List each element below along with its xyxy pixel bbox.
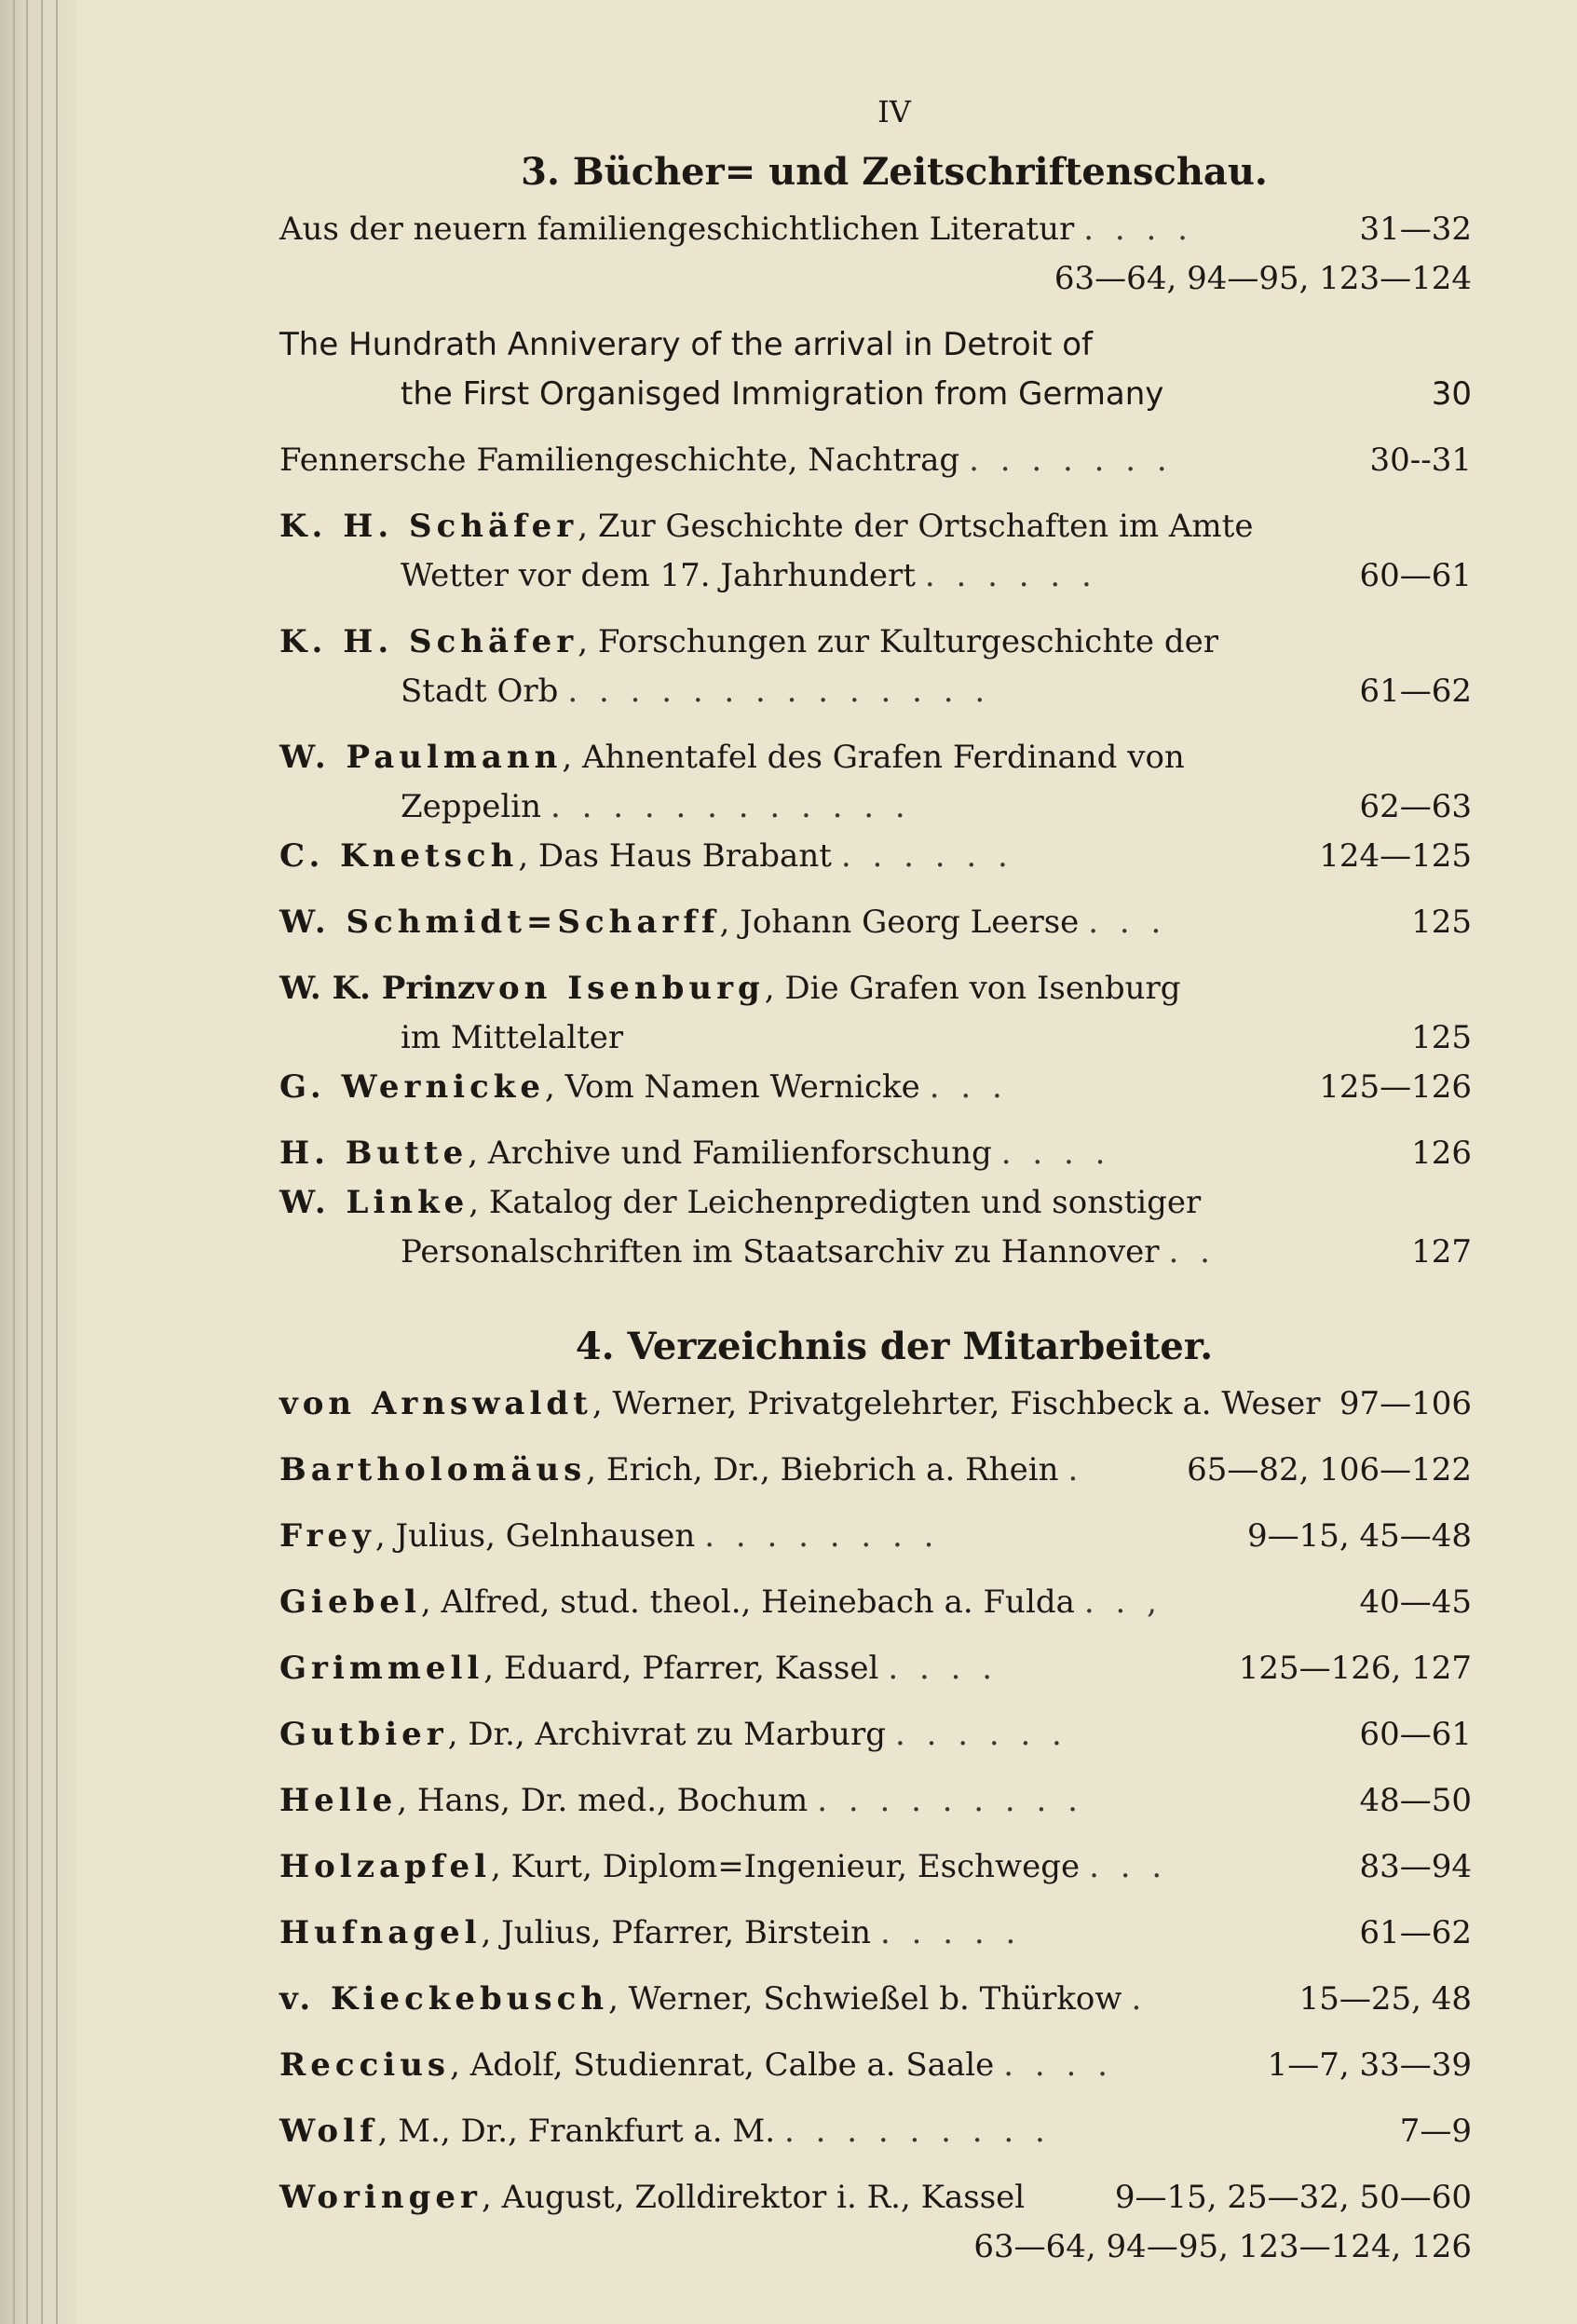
literature-entry: W. Paulmann , Ahnentafel des Grafen Ferdinand von Zeppelin . . . . . . . . . . . . 62—63 — [279, 733, 1472, 832]
contributor-pages: 9—15, 45—48 — [1246, 1517, 1472, 1555]
entry-title: , Das Haus Brabant — [518, 837, 832, 875]
contributor-entry: Reccius , Adolf, Studienrat, Calbe a. Saale . . . . 1—7, 33—39 — [279, 2041, 1472, 2090]
contributor-name: Holzapfel — [279, 1848, 492, 1885]
entry-title: , Forschungen zur Kulturgeschichte der — [578, 623, 1218, 660]
contributor-pages-continued: 63—64, 94—95, 123—124, 126 — [973, 2228, 1472, 2265]
contributor-details: , Adolf, Studienrat, Calbe a. Saale — [450, 2046, 995, 2084]
entry-author: C. Knetsch — [279, 837, 519, 875]
literature-entry: Aus der neuern familiengeschichtlichen Literatur . . . . 31—32 63—64, 94—95, 123—124 — [279, 205, 1472, 304]
contributor-details: , M., Dr., Frankfurt a. M. — [377, 2113, 776, 2150]
contributor-details: , August, Zolldirektor i. R., Kassel — [481, 2179, 1026, 2216]
entry-title-continued: Wetter vor dem 17. Jahrhundert — [401, 557, 916, 594]
entry-title: , Vom Namen Wernicke — [544, 1068, 920, 1106]
contributor-pages: 9—15, 25—32, 50—60 — [1114, 2179, 1472, 2216]
contributor-details: , Julius, Gelnhausen — [374, 1517, 696, 1555]
entry-author: W. Paulmann — [279, 739, 563, 776]
entry-pages: 125 — [1411, 1019, 1472, 1056]
contributor-details: , Werner, Privatgelehrter, Fischbeck a. Weser — [591, 1385, 1321, 1422]
entry-author: K. H. Schäfer — [279, 623, 578, 660]
entry-pages: 60—61 — [1359, 557, 1472, 594]
entry-title-continued: Personalschriften im Staatsarchiv zu Hannover — [401, 1233, 1160, 1271]
entry-pages-continued: 63—64, 94—95, 123—124 — [1054, 260, 1472, 297]
contributor-name: von Arnswaldt — [279, 1385, 592, 1422]
contributor-name: Bartholomäus — [279, 1451, 587, 1488]
literature-entry: Fennersche Familiengeschichte, Nachtrag . . . . . . . 30--31 — [279, 436, 1472, 485]
contributor-entry: Helle , Hans, Dr. med., Bochum . . . . . . . . . 48—50 — [279, 1776, 1472, 1826]
contributor-pages: 61—62 — [1359, 1914, 1472, 1951]
entry-author: von Isenburg — [475, 970, 765, 1007]
contributor-entry: Hufnagel , Julius, Pfarrer, Birstein . . . . . 61—62 — [279, 1909, 1472, 1958]
book-spine-edge — [0, 0, 76, 2324]
entry-author: K. H. Schäfer — [279, 508, 578, 545]
contributor-details: , Kurt, Diplom=Ingenieur, Eschwege — [491, 1848, 1081, 1885]
entry-pages: 125—126 — [1319, 1068, 1472, 1106]
entry-title: , Katalog der Leichenpredigten und sonstiger — [469, 1184, 1202, 1221]
contributor-details: , Werner, Schwießel b. Thürkow — [608, 1980, 1122, 2018]
contributor-name: Wolf — [279, 2113, 378, 2150]
entry-title-continued: Zeppelin — [401, 788, 542, 825]
contributor-entry: Giebel , Alfred, stud. theol., Heinebach a. Fulda . . , 40—45 — [279, 1578, 1472, 1627]
contributor-entry: Holzapfel , Kurt, Diplom=Ingenieur, Eschwege . . . 83—94 — [279, 1842, 1472, 1892]
contributor-entry: v. Kieckebusch , Werner, Schwießel b. Thürkow . 15—25, 48 — [279, 1975, 1472, 2024]
contributor-pages: 65—82, 106—122 — [1187, 1451, 1472, 1488]
entry-title-continued: the First Organisged Immigration from Germany — [401, 375, 1164, 413]
entry-author-prefix: W. K. Prinz — [279, 970, 476, 1007]
contributor-pages: 7—9 — [1399, 2113, 1472, 2150]
contributor-pages: 83—94 — [1359, 1848, 1472, 1885]
contributor-name: Reccius — [279, 2046, 451, 2084]
entry-pages: 126 — [1411, 1135, 1472, 1172]
entry-author: H. Butte — [279, 1135, 469, 1172]
contributor-entry: Wolf , M., Dr., Frankfurt a. M. . . . . . . . . . 7—9 — [279, 2107, 1472, 2156]
section-4-heading: 4. Verzeichnis der Mitarbeiter. — [575, 1325, 1214, 1368]
contributor-name: v. Kieckebusch — [279, 1980, 609, 2018]
contributor-pages: 40—45 — [1359, 1583, 1472, 1621]
literature-entry: C. Knetsch , Das Haus Brabant . . . . . . 124—125 — [279, 832, 1472, 881]
entry-title: Fennersche Familiengeschichte, Nachtrag — [279, 442, 960, 479]
entry-title: , Zur Geschichte der Ortschaften im Amte — [578, 508, 1254, 545]
contributor-entry — [279, 2173, 1472, 2272]
entry-title-continued: im Mittelalter — [401, 1019, 624, 1056]
entry-pages: 125 — [1411, 904, 1472, 941]
entry-author: W. Linke — [279, 1184, 469, 1221]
contributor-pages: 97—106 — [1339, 1385, 1472, 1422]
entry-pages: 61—62 — [1359, 673, 1472, 710]
entry-title: , Die Grafen von Isenburg — [764, 970, 1181, 1007]
contributor-name: Woringer — [279, 2179, 482, 2216]
contributor-entry — [279, 1379, 1472, 1429]
entry-pages: 124—125 — [1319, 837, 1472, 875]
contributor-name: Gutbier — [279, 1716, 448, 1753]
contributor-details: , Eduard, Pfarrer, Kassel — [483, 1650, 879, 1687]
page-number: IV — [877, 94, 911, 129]
literature-entry: G. Wernicke , Vom Namen Wernicke . . . 125—126 — [279, 1063, 1472, 1112]
entry-pages: 62—63 — [1359, 788, 1472, 825]
contributor-name: Hufnagel — [279, 1914, 482, 1951]
contributor-details: , Erich, Dr., Biebrich a. Rhein — [586, 1451, 1059, 1488]
contributor-name: Grimmell — [279, 1650, 484, 1687]
entry-title: The Hundrath Anniverary of the arrival in Detroit of — [279, 326, 1094, 363]
entry-title: Aus der neuern familiengeschichtlichen Literatur — [279, 211, 1075, 248]
entry-pages: 30--31 — [1369, 442, 1472, 479]
entry-title: , Archive und Familienforschung — [468, 1135, 992, 1172]
literature-entry: K. H. Schäfer , Zur Geschichte der Ortschaften im Amte Wetter vor dem 17. Jahrhundert . . . . . . 60—61 — [279, 502, 1472, 601]
contributor-name: Frey — [279, 1517, 375, 1555]
literature-entry: W. Linke , Katalog der Leichenpredigten und sonstiger Personalschriften im Staatsarchiv zu Hannover . . 127 — [279, 1178, 1472, 1277]
section-3-heading: 3. Bücher= und Zeitschriftenschau. — [521, 150, 1268, 194]
contributor-pages: 1—7, 33—39 — [1267, 2046, 1472, 2084]
contributor-entry: Gutbier , Dr., Archivrat zu Marburg . . . . . . 60—61 — [279, 1710, 1472, 1760]
entry-pages: 31—32 — [1359, 211, 1472, 248]
contributor-name: Giebel — [279, 1583, 421, 1621]
entry-title: , Ahnentafel des Grafen Ferdinand von — [562, 739, 1185, 776]
contributor-details: , Alfred, stud. theol., Heinebach a. Fulda — [420, 1583, 1075, 1621]
contributor-pages: 125—126, 127 — [1238, 1650, 1472, 1687]
contributor-name: Helle — [279, 1782, 398, 1819]
literature-entry: W. Schmidt=Scharff , Johann Georg Leerse . . . 125 — [279, 898, 1472, 947]
entry-pages: 30 — [1431, 375, 1472, 413]
contributor-entry: Grimmell , Eduard, Pfarrer, Kassel . . . . 125—126, 127 — [279, 1644, 1472, 1693]
contributor-pages: 48—50 — [1359, 1782, 1472, 1819]
contributor-pages: 15—25, 48 — [1298, 1980, 1472, 2018]
entry-title: , Johann Georg Leerse — [719, 904, 1080, 941]
entry-pages: 127 — [1411, 1233, 1472, 1271]
entry-title-continued: Stadt Orb — [401, 673, 559, 710]
contributor-details: , Hans, Dr. med., Bochum — [397, 1782, 809, 1819]
contributor-entry: Bartholomäus , Erich, Dr., Biebrich a. Rhein . 65—82, 106—122 — [279, 1446, 1472, 1495]
literature-entry: H. Butte , Archive und Familienforschung . . . . 126 — [279, 1129, 1472, 1178]
entry-author: G. Wernicke — [279, 1068, 545, 1106]
literature-entry — [279, 964, 1472, 1063]
contributor-pages: 60—61 — [1359, 1716, 1472, 1753]
entry-author: W. Schmidt=Scharff — [279, 904, 720, 941]
literature-entry — [279, 320, 1472, 419]
contributor-details: , Julius, Pfarrer, Birstein — [481, 1914, 872, 1951]
contributor-details: , Dr., Archivrat zu Marburg — [447, 1716, 886, 1753]
contributor-entry: Frey , Julius, Gelnhausen . . . . . . . . 9—15, 45—48 — [279, 1512, 1472, 1561]
index-page — [279, 84, 1472, 2272]
literature-entry: K. H. Schäfer , Forschungen zur Kulturgeschichte der Stadt Orb . . . . . . . . . . . . . . 61—62 — [279, 618, 1472, 716]
